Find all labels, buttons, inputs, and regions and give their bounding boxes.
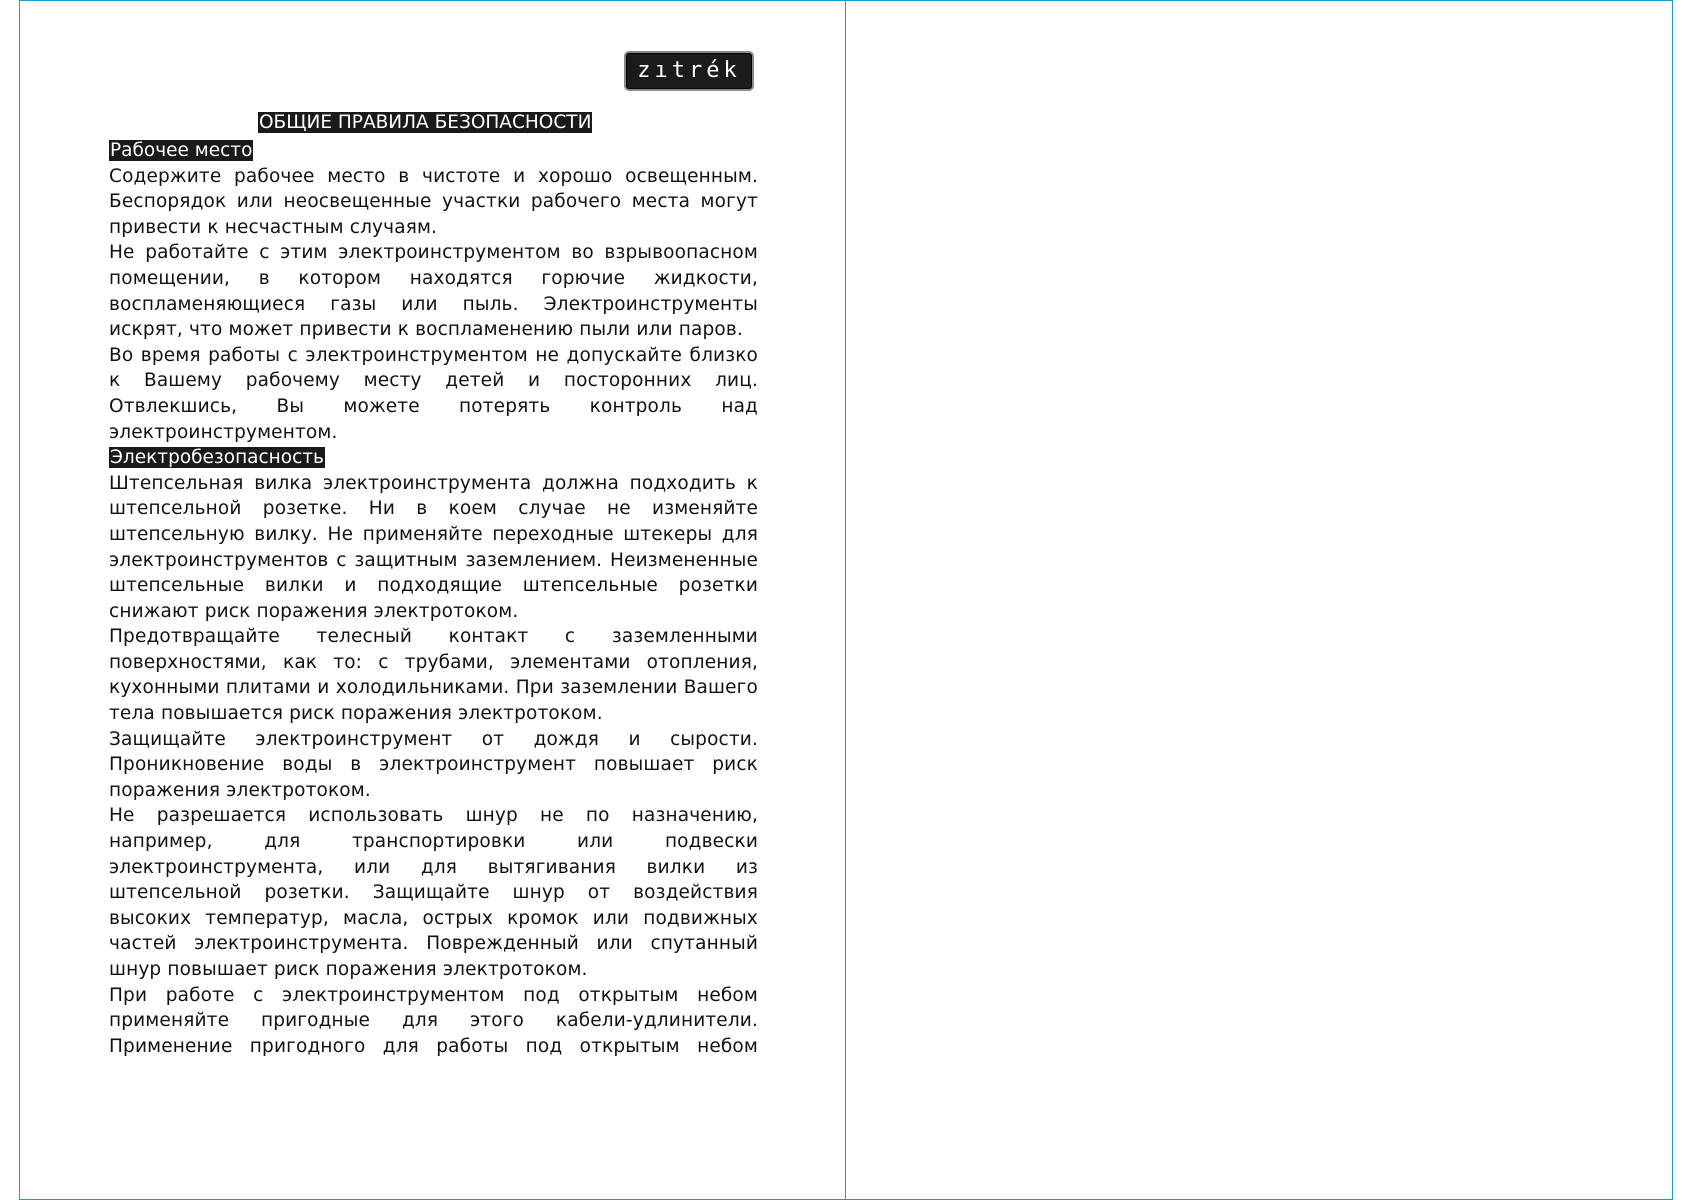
paragraph: Не работайте с этим электроинструментом во взрывоопасном помещении, в котором находятся горючие жидкости, воспламеняющиеся газы или пыль. Электроинструменты искрят, что может привести к воспламенению пыли или паров.	[109, 242, 758, 341]
page-title-wrap	[109, 110, 758, 136]
paragraph: Содержите рабочее место в чистоте и хорошо освещенным. Беспорядок или неосвещенные участки рабочего места могут привести к несчастным случаям.	[109, 165, 758, 238]
paragraph: Защищайте электроинструмент от дождя и сырости. Проникновение воды в электроинструмент повышает риск поражения электротоком.	[109, 728, 758, 801]
section-heading-electrical-safety	[109, 445, 758, 471]
zitrek-logo	[624, 51, 754, 91]
paragraph: Не разрешается использовать шнур не по назначению, например, для транспортировки или подвески электроинструмента, или для вытягивания вилки из штепсельной розетки. Защищайте шнур от воздействия высоких температур, масла, острых кромок или подвижных частей электроинструмента. Поврежденный или спутанный шнур повышает риск поражения электротоком.	[109, 805, 758, 980]
right-page-frame	[845, 0, 1673, 1200]
paragraph: При работе с электроинструментом под открытым небом применяйте пригодные для этого кабели-удлинители. Применение пригодного для работы под открытым небом	[109, 984, 758, 1057]
paragraph: Во время работы с электроинструментом не допускайте близко к Вашему рабочему месту детей и посторонних лиц. Отвлекшись, Вы можете потерять контроль над электроинструментом.	[109, 344, 758, 443]
section-heading-electrical-safety-label: Электробезопасность	[110, 447, 324, 469]
paragraph: Штепсельная вилка электроинструмента должна подходить к штепсельной розетке. Ни в коем случае не изменяйте штепсельную вилку. Не применяйте переходные штекеры для электроинструментов с защитным заземлением. Неизмененные штепсельные вилки и подходящие штепсельные розетки снижают риск поражения электротоком.	[109, 472, 758, 622]
paragraph: Предотвращайте телесный контакт с заземленными поверхностями, как то: с трубами, элементами отопления, кухонными плитами и холодильниками. При заземлении Вашего тела повышается риск поражения электротоком.	[109, 626, 758, 725]
document-body	[109, 110, 758, 1059]
section-heading-workplace-label: Рабочее место	[110, 140, 253, 161]
section-heading-workplace	[109, 138, 758, 164]
logo-text: zıtrék	[637, 58, 741, 83]
page-title: ОБЩИЕ ПРАВИЛА БЕЗОПАСНОСТИ	[259, 112, 592, 133]
